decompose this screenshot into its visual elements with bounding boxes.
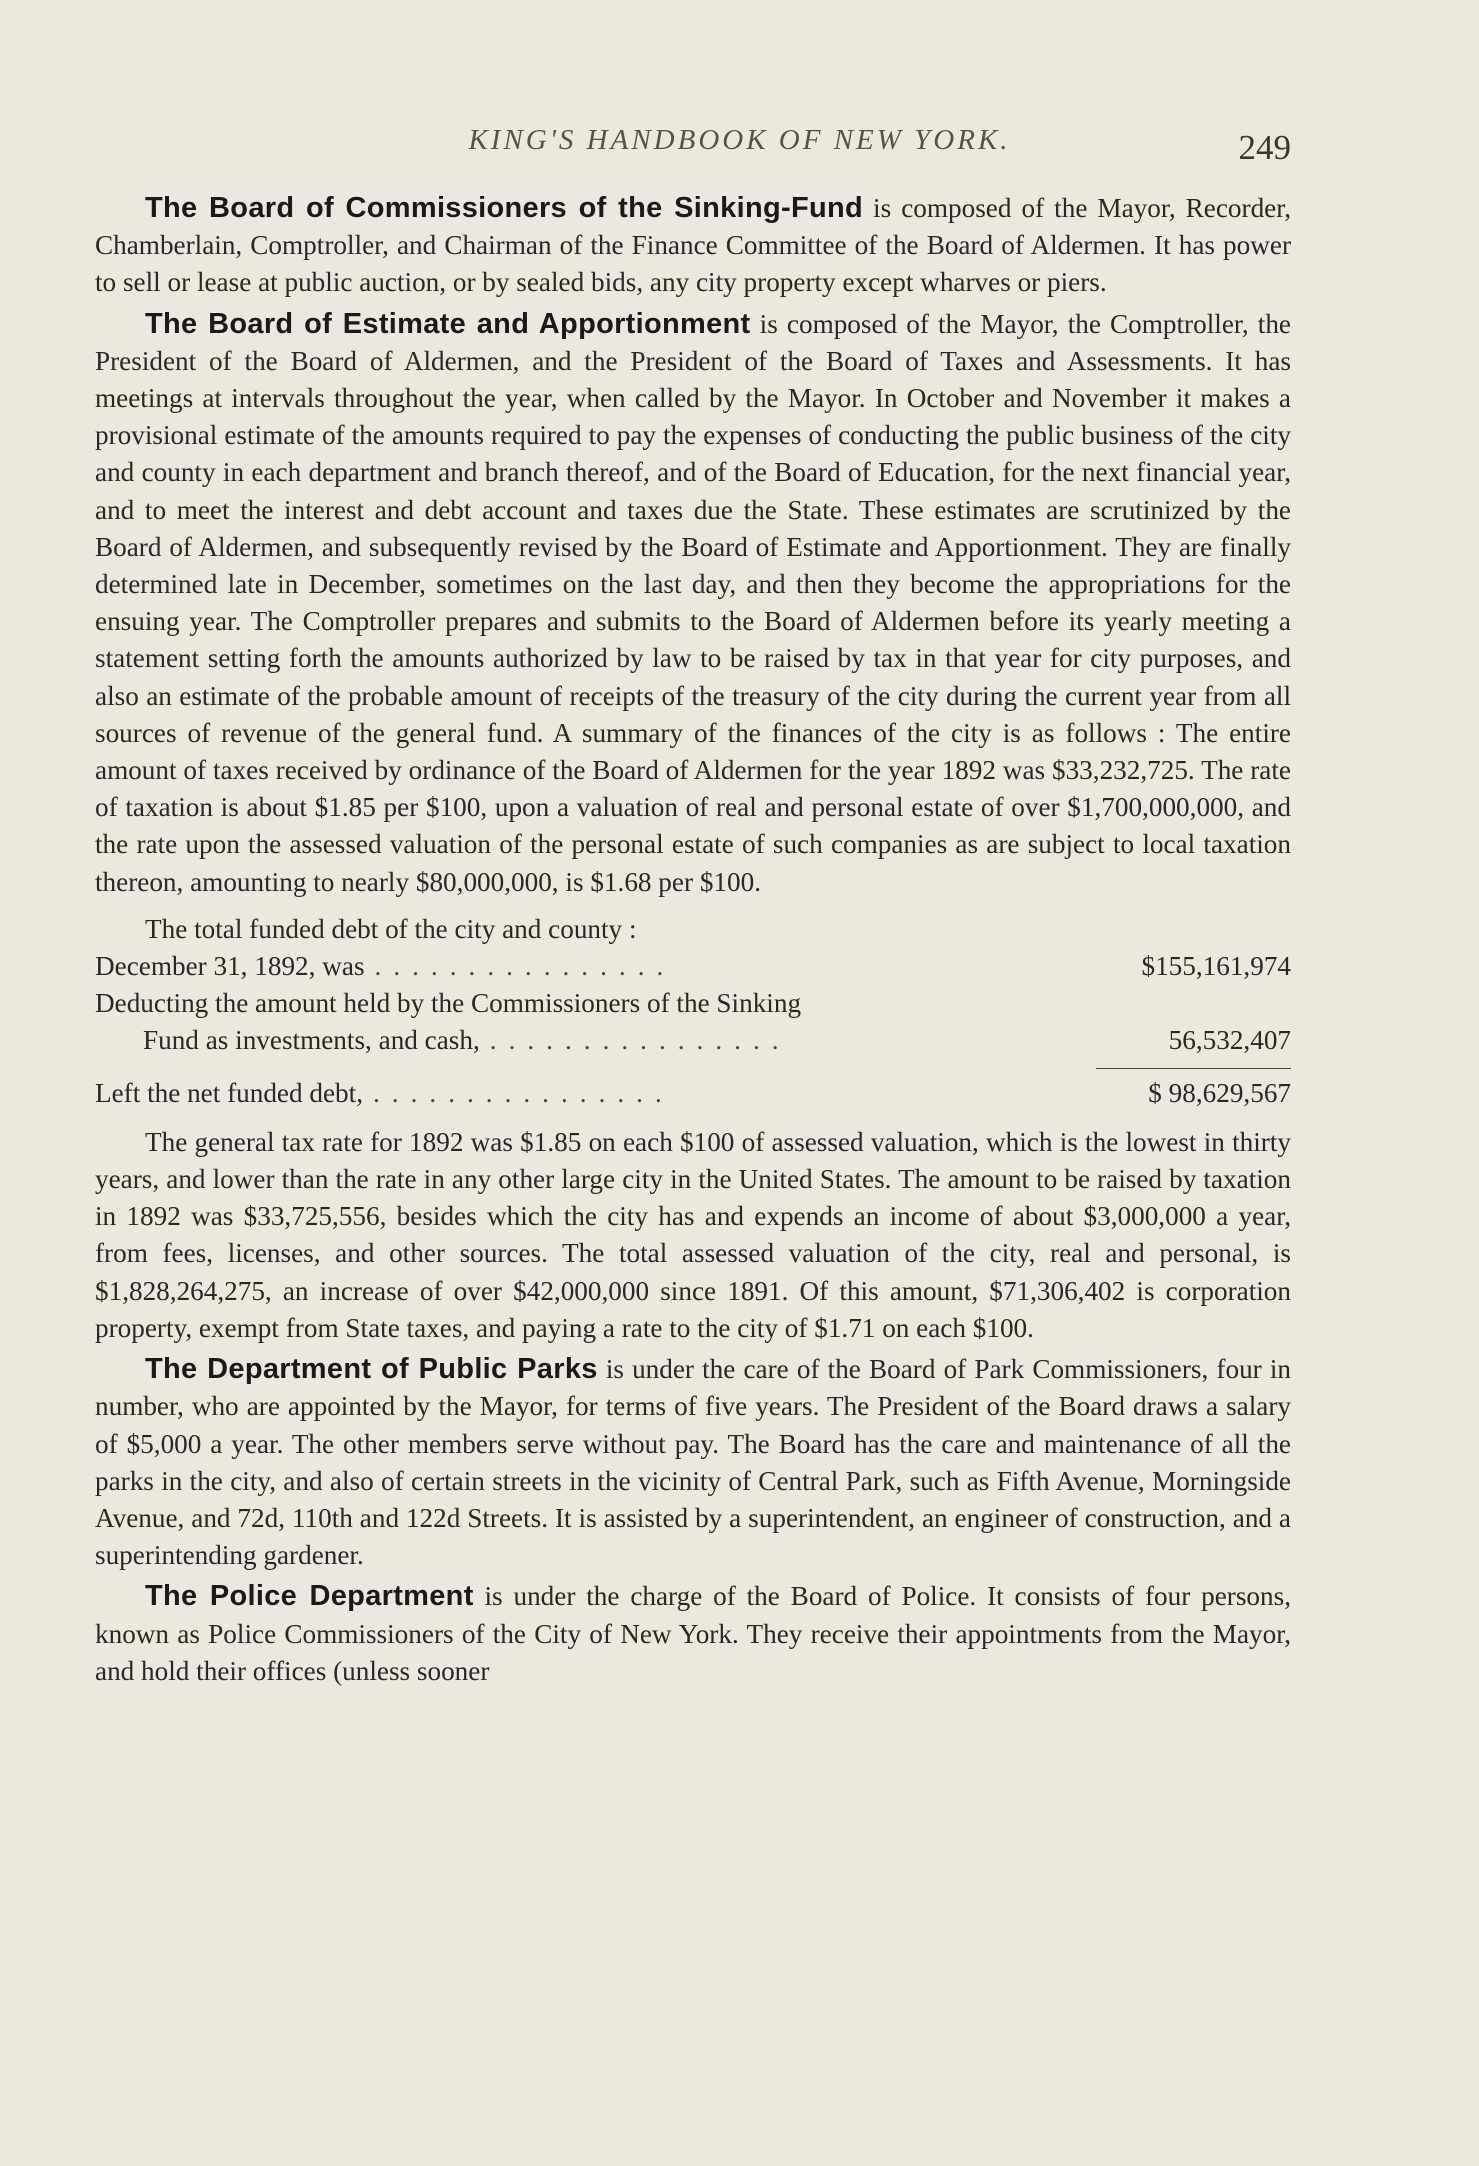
dot-leader: ................	[374, 951, 676, 982]
funded-debt-table	[95, 911, 1291, 1112]
debt-intro: The total funded debt of the city and county :	[145, 913, 637, 944]
dot-leader: ................	[373, 1077, 674, 1108]
police-heading: The Police Department	[145, 1580, 474, 1613]
sinking-fund-text: is composed of the Mayor, Recorder, Chamberlain, Comptroller, and Chairman of the Finance Committee of the Board of Aldermen. It has power to sell or lease at public auction, or by sealed bids, any city property except wharves or piers.	[95, 193, 1291, 298]
debt-row-deduct-label-2: Fund as investments, and cash,	[143, 1025, 480, 1056]
police-text: is under the charge of the Board of Police. It consists of four persons, known as Police Commissioners of the City of New York. They receive their appointments from the Mayor, and hold their offices (unless sooner	[95, 1581, 1291, 1686]
estimate-heading: The Board of Estimate and Apportionment	[145, 307, 751, 340]
page-header	[0, 124, 1479, 174]
debt-row-deduct-line1	[95, 985, 1291, 1022]
estimate-paragraph	[95, 306, 1291, 901]
sum-rule-row	[95, 1068, 1291, 1069]
page-number: 249	[1238, 128, 1291, 167]
debt-row-net-amount: $ 98,629,567	[1148, 1077, 1291, 1108]
tax-rate-paragraph: The general tax rate for 1892 was $1.85 on each $100 of assessed valuation, which is the lowest in thirty years, and lower than the rate in any other large city in the United States. The amount to be raised by taxation in 1892 was $33,725,556, besides which the city has and expends an income of about $3,000,000 a year, from fees, licenses, and other sources. The total assessed valuation of the city, real and personal, is $1,828,264,275, an increase of over $42,000,000 since 1891. Of this amount, $71,306,402 is corporation property, exempt from State taxes, and paying a rate to the city of $1.71 on each $100.	[95, 1126, 1291, 1343]
debt-row-deduct-amount: 56,532,407	[1168, 1025, 1291, 1056]
running-title: KING'S HANDBOOK OF NEW YORK.	[468, 124, 1011, 156]
debt-row-total-label: December 31, 1892, was	[95, 951, 365, 982]
parks-text: is under the care of the Board of Park Commissioners, four in number, who are appointed by the Mayor, for terms of five years. The President of the Board draws a salary of $5,000 a year. The other members serve without pay. The Board has the care and maintenance of all the parks in the city, and also of certain streets in the vicinity of Central Park, such as Fifth Avenue, Morningside Avenue, and 72d, 110th and 122d Streets. It is assisted by a superintendent, an engineer of construction, and a superintending gardener.	[95, 1354, 1292, 1571]
estimate-text: is composed of the Mayor, the Comptroller, the President of the Board of Aldermen, and the President of the Board of Taxes and Assessments. It has meetings at intervals throughout the year, when called by the Mayor. In October and November it makes a provisional estimate of the amounts required to pay the expenses of conducting the public business of the city and county in each department and branch thereof, and of the Board of Education, for the next financial year, and to meet the interest and debt account and taxes due the State. These estimates are scrutinized by the Board of Aldermen, and subsequently revised by the Board of Estimate and Apportionment. They are finally determined late in December, sometimes on the last day, and then they become the appropriations for the ensuing year. The Comptroller prepares and submits to the Board of Aldermen before its yearly meeting a statement setting forth the amounts authorized by law to be raised by tax in that year for city purposes, and also an estimate of the probable amount of receipts of the treasury of the city during the current year from all sources of revenue of the general fund. A summary of the finances of the city is as follows : The entire amount of taxes received by ordinance of the Board of Aldermen for the year 1892 was $33,232,725. The rate of taxation is about $1.85 per $100, upon a valuation of real and personal estate of over $1,700,000,000, and the rate upon the assessed valuation of the personal estate of such companies as are subject to local taxation thereon, amounting to nearly $80,000,000, is $1.68 per $100.	[95, 308, 1291, 897]
page-body	[95, 190, 1291, 1690]
dot-leader: ................	[489, 1025, 791, 1056]
sinking-fund-paragraph	[95, 190, 1291, 302]
police-paragraph	[95, 1578, 1291, 1690]
sum-rule	[1096, 1068, 1291, 1069]
parks-heading: The Department of Public Parks	[145, 1353, 598, 1386]
sinking-fund-heading: The Board of Commissioners of the Sinking-Fund	[145, 192, 863, 224]
debt-row-deduct-line2	[95, 1022, 1291, 1059]
debt-row-deduct-label-1: Deducting the amount held by the Commissioners of the Sinking	[95, 988, 802, 1019]
debt-row-net	[95, 1075, 1291, 1112]
debt-row-net-label: Left the net funded debt,	[95, 1077, 363, 1108]
debt-row-total-amount: $155,161,974	[1141, 951, 1291, 982]
parks-paragraph	[95, 1351, 1291, 1574]
debt-row-total	[95, 948, 1291, 985]
